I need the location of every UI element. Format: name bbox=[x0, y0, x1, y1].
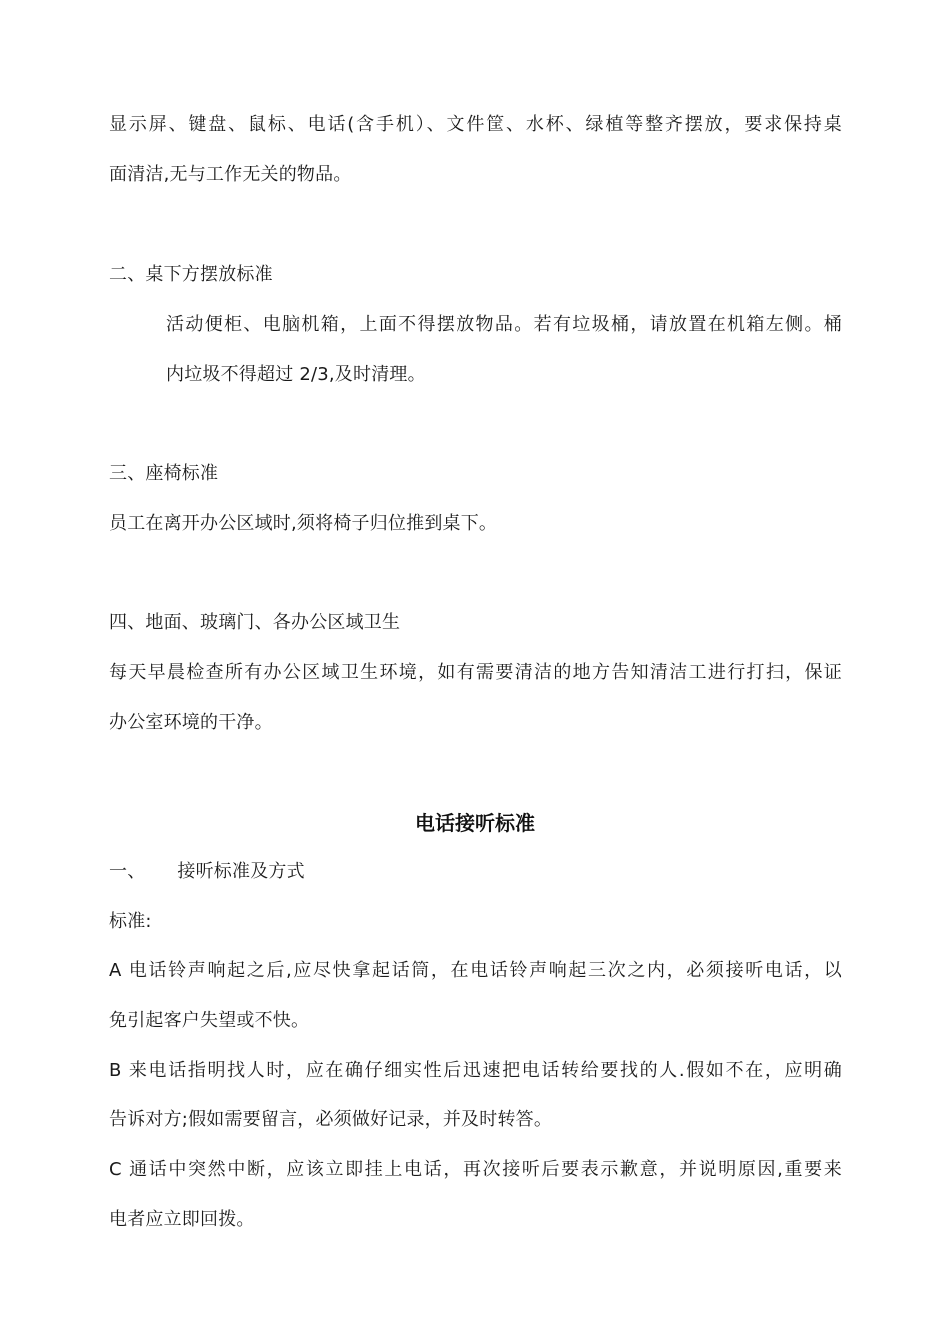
floor-paragraph-line-1: 每天早晨检查所有办公区域卫生环境，如有需要清洁的地方告知清洁工进行打扫，保证 bbox=[109, 662, 842, 683]
desk-bottom-paragraph-line-2: 内垃圾不得超过 2/3,及时清理。 bbox=[166, 364, 426, 385]
item-c-line-1: C 通话中突然中断，应该立即挂上电话，再次接听后要表示歉意，并说明原因,重要来 bbox=[109, 1159, 842, 1180]
item-c-line-2: 电者应立即回拨。 bbox=[109, 1209, 255, 1230]
item-b-line-2: 告诉对方;假如需要留言，必须做好记录，并及时转答。 bbox=[109, 1109, 553, 1130]
phone-heading-text: 接听标准及方式 bbox=[177, 861, 305, 882]
item-a-line-2: 免引起客户失望或不快。 bbox=[109, 1010, 310, 1031]
phone-section-title: 电话接听标准 bbox=[415, 811, 535, 835]
item-b-line-1: B 来电话指明找人时，应在确仔细实性后迅速把电话转给要找的人.假如不在，应明确 bbox=[109, 1060, 842, 1081]
desk-bottom-heading: 二、桌下方摆放标准 bbox=[109, 264, 273, 285]
phone-heading bbox=[109, 860, 305, 884]
desk-top-paragraph-line-1: 显示屏、键盘、鼠标、电话(含手机）、文件筐、水杯、绿植等整齐摆放，要求保持桌 bbox=[109, 114, 842, 135]
floor-heading: 四、地面、玻璃门、各办公区域卫生 bbox=[109, 612, 401, 633]
chair-paragraph: 员工在离开办公区域时,须将椅子归位推到桌下。 bbox=[109, 513, 498, 534]
standard-label: 标准: bbox=[109, 911, 152, 932]
desk-bottom-paragraph-line-1: 活动便柜、电脑机箱，上面不得摆放物品。若有垃圾桶，请放置在机箱左侧。桶 bbox=[166, 314, 842, 335]
desk-top-paragraph-line-2: 面清洁,无与工作无关的物品。 bbox=[109, 164, 352, 185]
floor-paragraph-line-2: 办公室环境的干净。 bbox=[109, 712, 273, 733]
phone-heading-number: 一、 bbox=[109, 861, 146, 882]
chair-heading: 三、座椅标准 bbox=[109, 463, 219, 484]
item-a-line-1: A 电话铃声响起之后,应尽快拿起话筒，在电话铃声响起三次之内，必须接听电话，以 bbox=[109, 960, 842, 981]
